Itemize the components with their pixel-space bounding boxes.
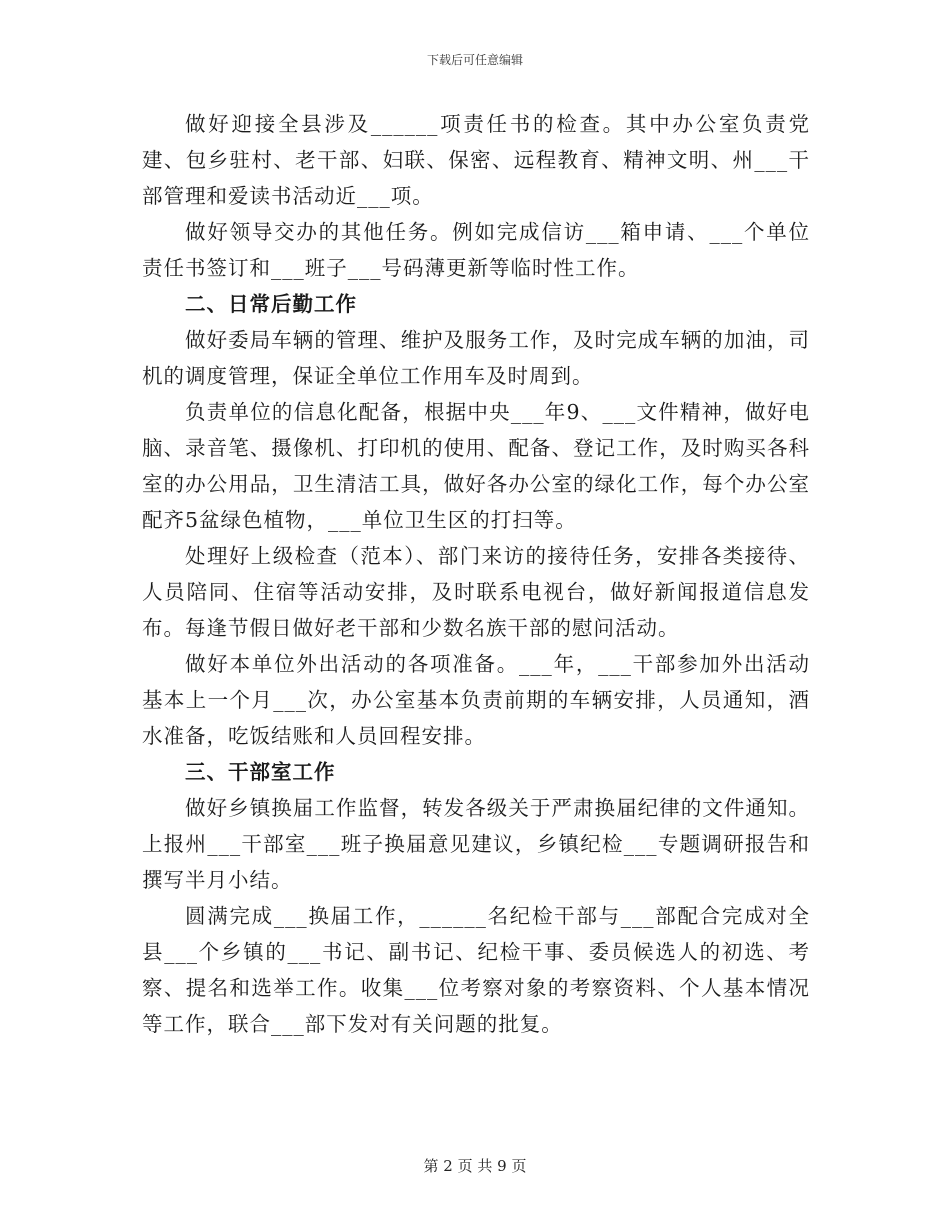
section-heading: 二、日常后勤工作: [185, 292, 358, 316]
paragraph: 做好委局车辆的管理、维护及服务工作，及时完成车辆的加油，司机的调度管理，保证全单位工作用车及时周到。: [142, 328, 810, 388]
section-heading: 三、干部室工作: [185, 760, 336, 784]
paragraph: 做好本单位外出活动的各项准备。___年，___干部参加外出活动基本上一个月___次，办公室基本负责前期的车辆安排，人员通知，酒水准备，吃饭结账和人员回程安排。: [142, 652, 810, 748]
page-number: 第 2 页 共 9 页: [423, 1157, 527, 1175]
paragraph: 做好乡镇换届工作监督，转发各级关于严肃换届纪律的文件通知。上报州___干部室___班子换届意见建议，乡镇纪检___专题调研报告和撰写半月小结。: [142, 796, 810, 892]
paragraph: 处理好上级检查（范本）、部门来访的接待任务，安排各类接待、人员陪同、住宿等活动安排，及时联系电视台，做好新闻报道信息发布。每逢节假日做好老干部和少数名族干部的慰问活动。: [142, 544, 810, 640]
paragraph: 做好领导交办的其他任务。例如完成信访___箱申请、___个单位责任书签订和___班子___号码薄更新等临时性工作。: [142, 220, 810, 280]
paragraph: 做好迎接全县涉及______项责任书的检查。其中办公室负责党建、包乡驻村、老干部、妇联、保密、远程教育、精神文明、州___干部管理和爱读书活动近___项。: [142, 112, 810, 208]
paragraph: 负责单位的信息化配备，根据中央___年9、___文件精神，做好电脑、录音笔、摄像机、打印机的使用、配备、登记工作，及时购买各科室的办公用品，卫生清洁工具，做好各办公室的绿化工作，每个办公室配齐5盆绿色植物，___单位卫生区的打扫等。: [142, 400, 810, 532]
document-body: [142, 106, 810, 1042]
paragraph: 圆满完成___换届工作，______名纪检干部与___部配合完成对全县___个乡镇的___书记、副书记、纪检干事、委员候选人的初选、考察、提名和选举工作。收集___位考察对象的考察资料、个人基本情况等工作，联合___部下发对有关问题的批复。: [142, 904, 810, 1036]
page-header-note: 下载后可任意编辑: [426, 53, 523, 67]
